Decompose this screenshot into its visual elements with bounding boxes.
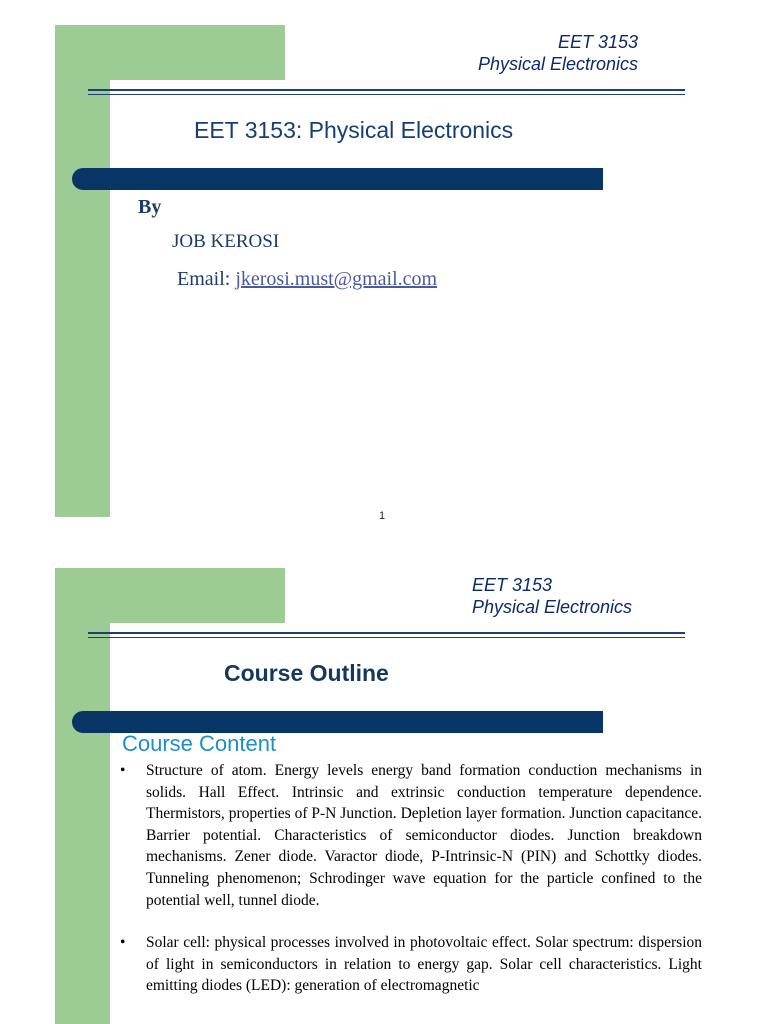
bullet-icon: •: [120, 762, 126, 779]
email-link[interactable]: jkerosi.must@gmail.com: [235, 268, 438, 290]
header-rule: [88, 89, 685, 91]
course-name: Physical Electronics: [478, 54, 639, 74]
course-code: EET 3153: [558, 32, 639, 52]
header-rule-thin: [88, 637, 685, 638]
section-heading: Course Content: [122, 731, 277, 756]
green-accent-left: [55, 25, 110, 517]
title-underline-bar: [72, 168, 603, 190]
list-item: [120, 760, 702, 911]
email-label: Email:: [177, 268, 231, 290]
title-underline-bar: [72, 711, 603, 733]
email-line: [177, 268, 437, 291]
course-header: [478, 31, 638, 75]
by-label: By: [138, 196, 162, 218]
list-item: [120, 932, 702, 997]
header-rule: [88, 632, 685, 634]
header-rule-thin: [88, 94, 685, 95]
slide-title: Course Outline: [224, 660, 389, 686]
bullet-icon: •: [120, 934, 126, 952]
course-header: [472, 574, 632, 618]
bullet-text: Structure of atom. Energy levels energy band formation conduction mechanisms in solids. Hall Effect. Intrinsic and extrinsic conduction temperature dependence. Thermistors, properties of P-N Junction. Depletion layer formation. Junction capacitance. Barrier potential. Characteristics of semiconductor diodes. Junction breakdown mechanisms. Zener diode. Varactor diode, P-Intrinsic-N (PIN) and Schottky diodes. Tunneling phenomenon; Schrodinger wave equation for the particle confined to the potential well, tunnel diode.: [146, 762, 702, 909]
slide-2: [0, 560, 768, 1024]
course-code: EET 3153: [472, 575, 553, 595]
slide-title: EET 3153: Physical Electronics: [194, 117, 514, 143]
course-content-list: [120, 760, 702, 1018]
bullet-text: Solar cell: physical processes involved in photovoltaic effect. Solar spectrum: dispersion of light in semiconductors in relation to energy gap. Solar cell characteristics. Light emitting diodes (LED): generation of electromagnetic: [146, 934, 702, 995]
course-name: Physical Electronics: [472, 597, 633, 617]
author-name: JOB KEROSI: [172, 231, 280, 252]
page-number: 1: [379, 510, 386, 522]
